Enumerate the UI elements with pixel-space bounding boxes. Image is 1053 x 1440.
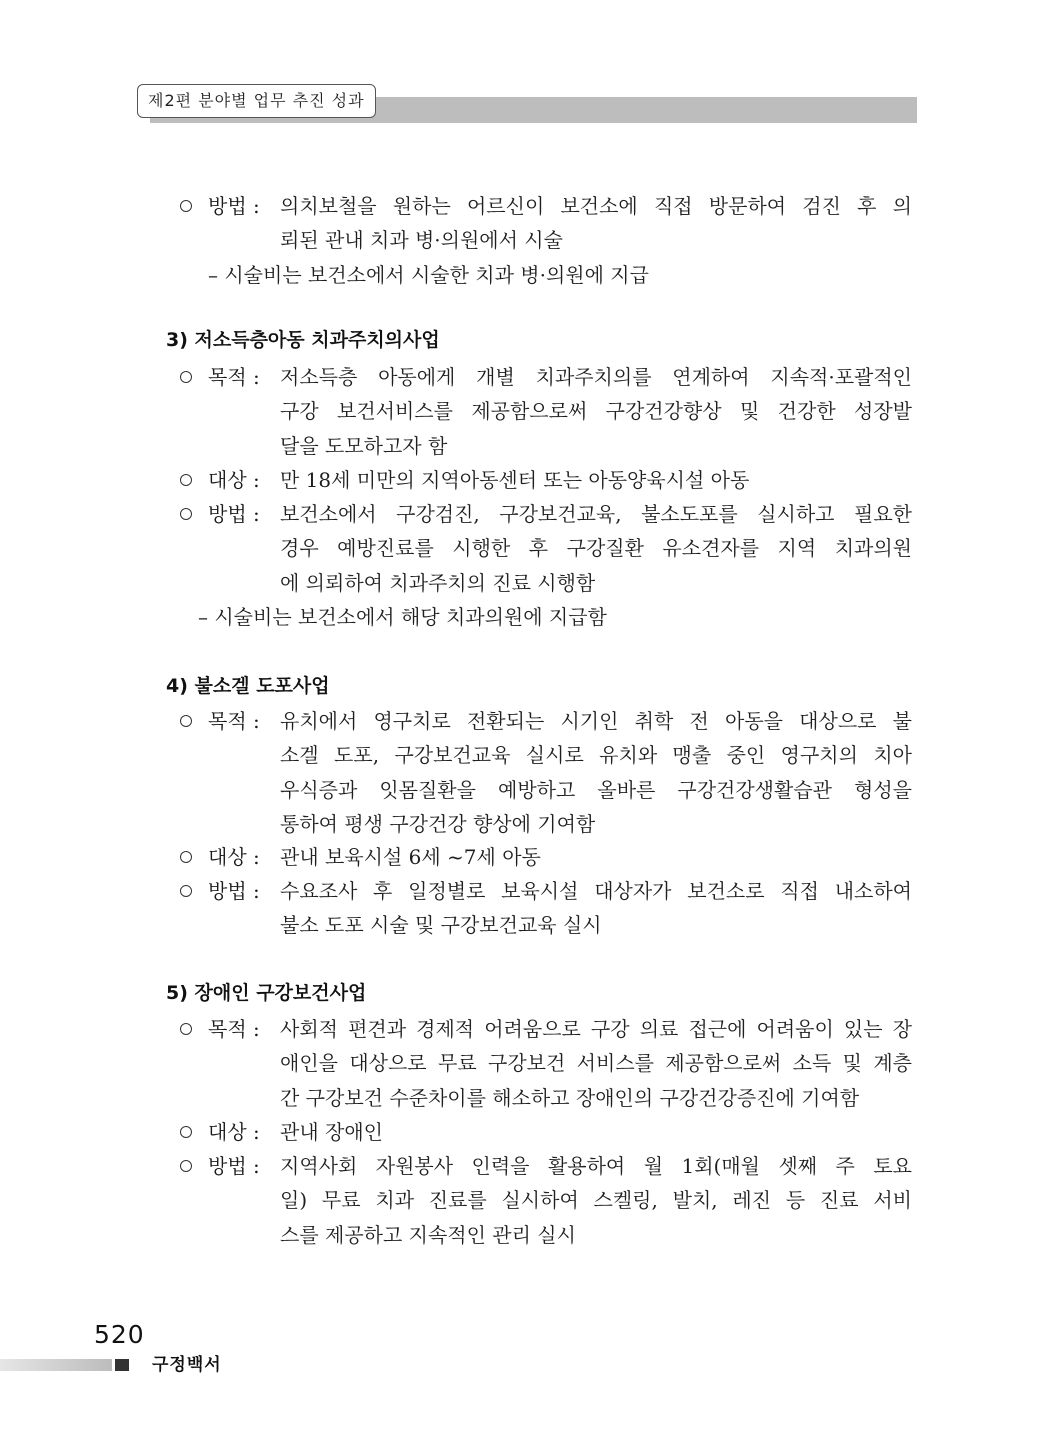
circle-bullet-icon	[180, 1160, 192, 1172]
item-text-line: 의치보철을 원하는 어르신이 보건소에 직접 방문하여 검진 후 의	[280, 194, 912, 218]
item-text-line: 구강 보건서비스를 제공함으로써 구강건강향상 및 건강한 성장발	[280, 399, 912, 424]
item-text-line: 관내 보육시설 6세 ~7세 아동	[280, 845, 541, 869]
item-text-line: 저소득층 아동에게 개별 치과주치의를 연계하여 지속적·포괄적인	[280, 365, 912, 389]
item-label: 목적 :	[208, 709, 260, 733]
circle-bullet-icon	[180, 508, 192, 520]
footer-marker	[115, 1359, 129, 1371]
item-text-line: 간 구강보건 수준차이를 해소하고 장애인의 구강건강증진에 기여함	[280, 1085, 860, 1110]
item-text-line: 보건소에서 구강검진, 구강보건교육, 불소도포를 실시하고 필요한	[280, 502, 912, 526]
item-text-line: 사회적 편견과 경제적 어려움으로 구강 의료 접근에 어려움이 있는 장	[280, 1017, 912, 1041]
item-text-line: 달을 도모하고자 함	[280, 433, 448, 458]
item-label: 대상 :	[208, 845, 260, 869]
item-text-line: 지역사회 자원봉사 인력을 활용하여 월 1회(매월 셋째 주 토요	[280, 1154, 912, 1178]
circle-bullet-icon	[180, 885, 192, 897]
item-label: 대상 :	[208, 468, 260, 492]
circle-bullet-icon	[180, 1126, 192, 1138]
page-number: 520	[94, 1320, 145, 1349]
sub-note: – 시술비는 보건소에서 시술한 치과 병·의원에 지급	[208, 263, 649, 287]
item-text-line: 경우 예방진료를 시행한 후 구강질환 유소견자를 지역 치과의원	[280, 536, 912, 561]
item-text-line: 소겔 도포, 구강보건교육 실시로 유치와 맹출 중인 영구치의 치아	[280, 743, 912, 768]
circle-bullet-icon	[180, 371, 192, 383]
item-label: 목적 :	[208, 365, 260, 389]
item-text-line: 유치에서 영구치로 전환되는 시기인 취학 전 아동을 대상으로 불	[280, 709, 912, 733]
item-text-line: 뢰된 관내 치과 병·의원에서 시술	[280, 228, 563, 253]
circle-bullet-icon	[180, 474, 192, 486]
item-text-line: 만 18세 미만의 지역아동센터 또는 아동양육시설 아동	[280, 468, 750, 492]
section-heading: 3) 저소득층아동 치과주치의사업	[166, 329, 440, 351]
item-label: 대상 :	[208, 1120, 260, 1144]
item-text-line: 우식증과 잇몸질환을 예방하고 올바른 구강건강생활습관 형성을	[280, 777, 912, 802]
item-label: 방법 :	[208, 194, 260, 218]
footer-book-title: 구정백서	[152, 1355, 222, 1375]
item-text-line: 스를 제공하고 지속적인 관리 실시	[280, 1222, 576, 1247]
item-text-line: 관내 장애인	[280, 1120, 383, 1144]
item-label: 방법 :	[208, 502, 260, 526]
section-heading: 4) 불소겔 도포사업	[166, 675, 330, 697]
footer-bar	[0, 1359, 112, 1371]
item-text-line: 불소 도포 시술 및 구강보건교육 실시	[280, 913, 602, 938]
item-text-line: 애인을 대상으로 무료 구강보건 서비스를 제공함으로써 소득 및 계층	[280, 1051, 912, 1076]
item-label: 목적 :	[208, 1017, 260, 1041]
item-text-line: 통하여 평생 구강건강 향상에 기여함	[280, 811, 596, 836]
item-label: 방법 :	[208, 1154, 260, 1178]
item-text-line: 일) 무료 치과 진료를 실시하여 스켈링, 발치, 레진 등 진료 서비	[280, 1188, 912, 1213]
circle-bullet-icon	[180, 1023, 192, 1035]
item-label: 방법 :	[208, 879, 260, 903]
sub-note: – 시술비는 보건소에서 해당 치과의원에 지급함	[198, 605, 607, 629]
circle-bullet-icon	[180, 200, 192, 212]
circle-bullet-icon	[180, 715, 192, 727]
chapter-title: 제2편 분야별 업무 추진 성과	[137, 84, 376, 118]
item-text-line: 에 의뢰하여 치과주치의 진료 시행함	[280, 570, 596, 595]
item-text-line: 수요조사 후 일정별로 보육시설 대상자가 보건소로 직접 내소하여	[280, 879, 912, 903]
circle-bullet-icon	[180, 851, 192, 863]
section-heading: 5) 장애인 구강보건사업	[166, 982, 367, 1004]
